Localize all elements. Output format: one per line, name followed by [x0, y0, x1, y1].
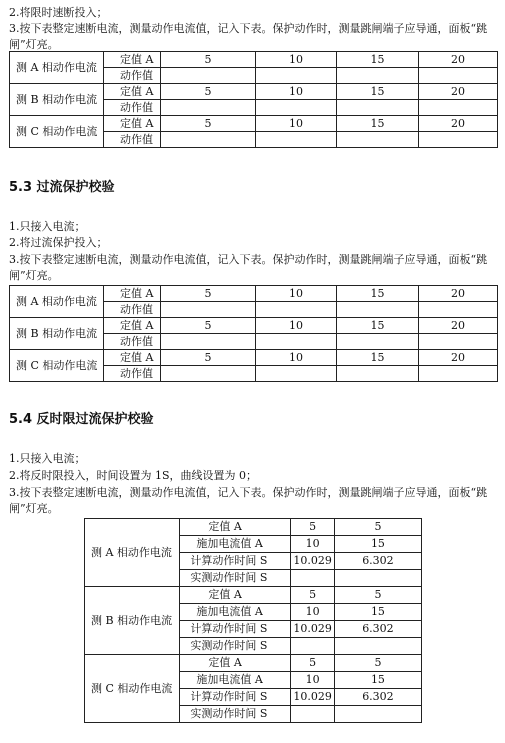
action-value-label: 动作值 [104, 334, 161, 350]
row-label: 计算动作时间 S [180, 689, 291, 706]
phase-a-label: 测 A 相动作电流 [10, 52, 104, 84]
action-value-cell [161, 334, 256, 350]
sec52-step-2: 2.将限时速断投入； [9, 6, 108, 19]
action-value-label: 动作值 [104, 68, 161, 84]
set-value-label: 定值 A [104, 286, 161, 302]
action-value-cell [161, 68, 256, 84]
row-label: 定值 A [180, 587, 291, 604]
value-cell [291, 570, 335, 587]
row-label: 定值 A [180, 655, 291, 672]
value-cell: 5 [334, 519, 421, 536]
value-cell: 5 [334, 655, 421, 672]
value-cell: 6.302 [334, 621, 421, 638]
set-value-cell: 5 [161, 350, 256, 366]
value-cell: 15 [334, 604, 421, 621]
row-label: 施加电流值 A [180, 604, 291, 621]
sec52-step-3: 3.按下表整定速断电流，测量动作电流值，记入下表。保护动作时，测量跳闸端子应导通，面板“跳 [9, 22, 488, 35]
sec52-table [9, 51, 498, 148]
value-cell: 5 [291, 655, 335, 672]
row-label: 实测动作时间 S [180, 570, 291, 587]
action-value-label: 动作值 [104, 132, 161, 148]
action-value-label: 动作值 [104, 100, 161, 116]
action-value-cell [337, 68, 419, 84]
sec53-step-2: 2.将过流保护投入； [9, 236, 108, 249]
action-value-cell [256, 100, 337, 116]
value-cell: 10.029 [291, 621, 335, 638]
value-cell [291, 706, 335, 723]
action-value-cell [161, 302, 256, 318]
value-cell [334, 706, 421, 723]
set-value-cell: 5 [161, 116, 256, 132]
table-row [10, 84, 498, 100]
row-label: 计算动作时间 S [180, 553, 291, 570]
set-value-cell: 20 [419, 84, 498, 100]
phase-c-label: 测 C 相动作电流 [85, 655, 180, 723]
sec54-step-3: 3.按下表整定速断电流，测量动作电流值，记入下表。保护动作时，测量跳闸端子应导通，面板“跳 [9, 486, 488, 499]
set-value-cell: 20 [419, 350, 498, 366]
action-value-label: 动作值 [104, 302, 161, 318]
table-row [85, 655, 422, 672]
set-value-cell: 15 [337, 52, 419, 68]
phase-c-label: 测 C 相动作电流 [10, 350, 104, 382]
value-cell: 5 [291, 587, 335, 604]
set-value-cell: 15 [337, 116, 419, 132]
table-row [10, 52, 498, 68]
set-value-cell: 10 [256, 350, 337, 366]
sec54-heading: 5.4 反时限过流保护校验 [9, 412, 154, 427]
value-cell: 5 [291, 519, 335, 536]
sec54-step-2: 2.将反时限投入，时间设置为 1S，曲线设置为 0； [9, 469, 258, 482]
set-value-cell: 20 [419, 318, 498, 334]
sec53-table [9, 285, 498, 382]
set-value-label: 定值 A [104, 84, 161, 100]
action-value-cell [419, 132, 498, 148]
value-cell [334, 638, 421, 655]
set-value-cell: 20 [419, 286, 498, 302]
value-cell: 5 [334, 587, 421, 604]
action-value-cell [337, 132, 419, 148]
value-cell: 6.302 [334, 689, 421, 706]
set-value-cell: 10 [256, 318, 337, 334]
phase-a-label: 测 A 相动作电流 [85, 519, 180, 587]
action-value-cell [337, 302, 419, 318]
sec54-step-3-cont: 闸”灯亮。 [9, 502, 59, 515]
sec53-heading: 5.3 过流保护校验 [9, 180, 115, 195]
set-value-cell: 5 [161, 318, 256, 334]
action-value-cell [256, 302, 337, 318]
sec54-table [84, 518, 422, 723]
row-label: 实测动作时间 S [180, 706, 291, 723]
row-label: 施加电流值 A [180, 672, 291, 689]
value-cell: 10 [291, 536, 335, 553]
action-value-cell [419, 100, 498, 116]
action-value-cell [337, 334, 419, 350]
action-value-cell [419, 302, 498, 318]
phase-b-label: 测 B 相动作电流 [10, 84, 104, 116]
action-value-cell [256, 334, 337, 350]
phase-a-label: 测 A 相动作电流 [10, 286, 104, 318]
phase-b-label: 测 B 相动作电流 [10, 318, 104, 350]
phase-b-label: 测 B 相动作电流 [85, 587, 180, 655]
set-value-cell: 5 [161, 84, 256, 100]
action-value-cell [256, 366, 337, 382]
action-value-cell [419, 68, 498, 84]
set-value-cell: 15 [337, 318, 419, 334]
set-value-cell: 15 [337, 286, 419, 302]
set-value-cell: 20 [419, 116, 498, 132]
table-row [85, 587, 422, 604]
action-value-cell [256, 68, 337, 84]
set-value-cell: 10 [256, 116, 337, 132]
value-cell: 15 [334, 536, 421, 553]
table-row [10, 116, 498, 132]
value-cell: 10 [291, 672, 335, 689]
row-label: 实测动作时间 S [180, 638, 291, 655]
sec52-step-3-cont: 闸”灯亮。 [9, 38, 59, 51]
row-label: 计算动作时间 S [180, 621, 291, 638]
action-value-cell [256, 132, 337, 148]
action-value-cell [419, 334, 498, 350]
set-value-label: 定值 A [104, 350, 161, 366]
action-value-cell [337, 100, 419, 116]
set-value-cell: 10 [256, 52, 337, 68]
sec54-step-1: 1.只接入电流； [9, 452, 86, 465]
set-value-cell: 20 [419, 52, 498, 68]
value-cell: 10 [291, 604, 335, 621]
set-value-cell: 15 [337, 84, 419, 100]
set-value-cell: 10 [256, 286, 337, 302]
action-value-cell [161, 132, 256, 148]
set-value-cell: 5 [161, 286, 256, 302]
action-value-cell [337, 366, 419, 382]
value-cell: 6.302 [334, 553, 421, 570]
table-row [85, 519, 422, 536]
set-value-cell: 10 [256, 84, 337, 100]
action-value-cell [161, 366, 256, 382]
table-row [10, 286, 498, 302]
phase-c-label: 测 C 相动作电流 [10, 116, 104, 148]
action-value-cell [161, 100, 256, 116]
set-value-cell: 15 [337, 350, 419, 366]
value-cell: 15 [334, 672, 421, 689]
row-label: 施加电流值 A [180, 536, 291, 553]
sec53-step-3-cont: 闸”灯亮。 [9, 269, 59, 282]
action-value-cell [419, 366, 498, 382]
value-cell: 10.029 [291, 689, 335, 706]
value-cell [291, 638, 335, 655]
set-value-label: 定值 A [104, 52, 161, 68]
set-value-label: 定值 A [104, 318, 161, 334]
value-cell: 10.029 [291, 553, 335, 570]
set-value-label: 定值 A [104, 116, 161, 132]
action-value-label: 动作值 [104, 366, 161, 382]
set-value-cell: 5 [161, 52, 256, 68]
value-cell [334, 570, 421, 587]
sec53-step-1: 1.只接入电流； [9, 220, 86, 233]
sec53-step-3: 3.按下表整定速断电流，测量动作电流值，记入下表。保护动作时，测量跳闸端子应导通，面板“跳 [9, 253, 488, 266]
table-row [10, 318, 498, 334]
table-row [10, 350, 498, 366]
row-label: 定值 A [180, 519, 291, 536]
